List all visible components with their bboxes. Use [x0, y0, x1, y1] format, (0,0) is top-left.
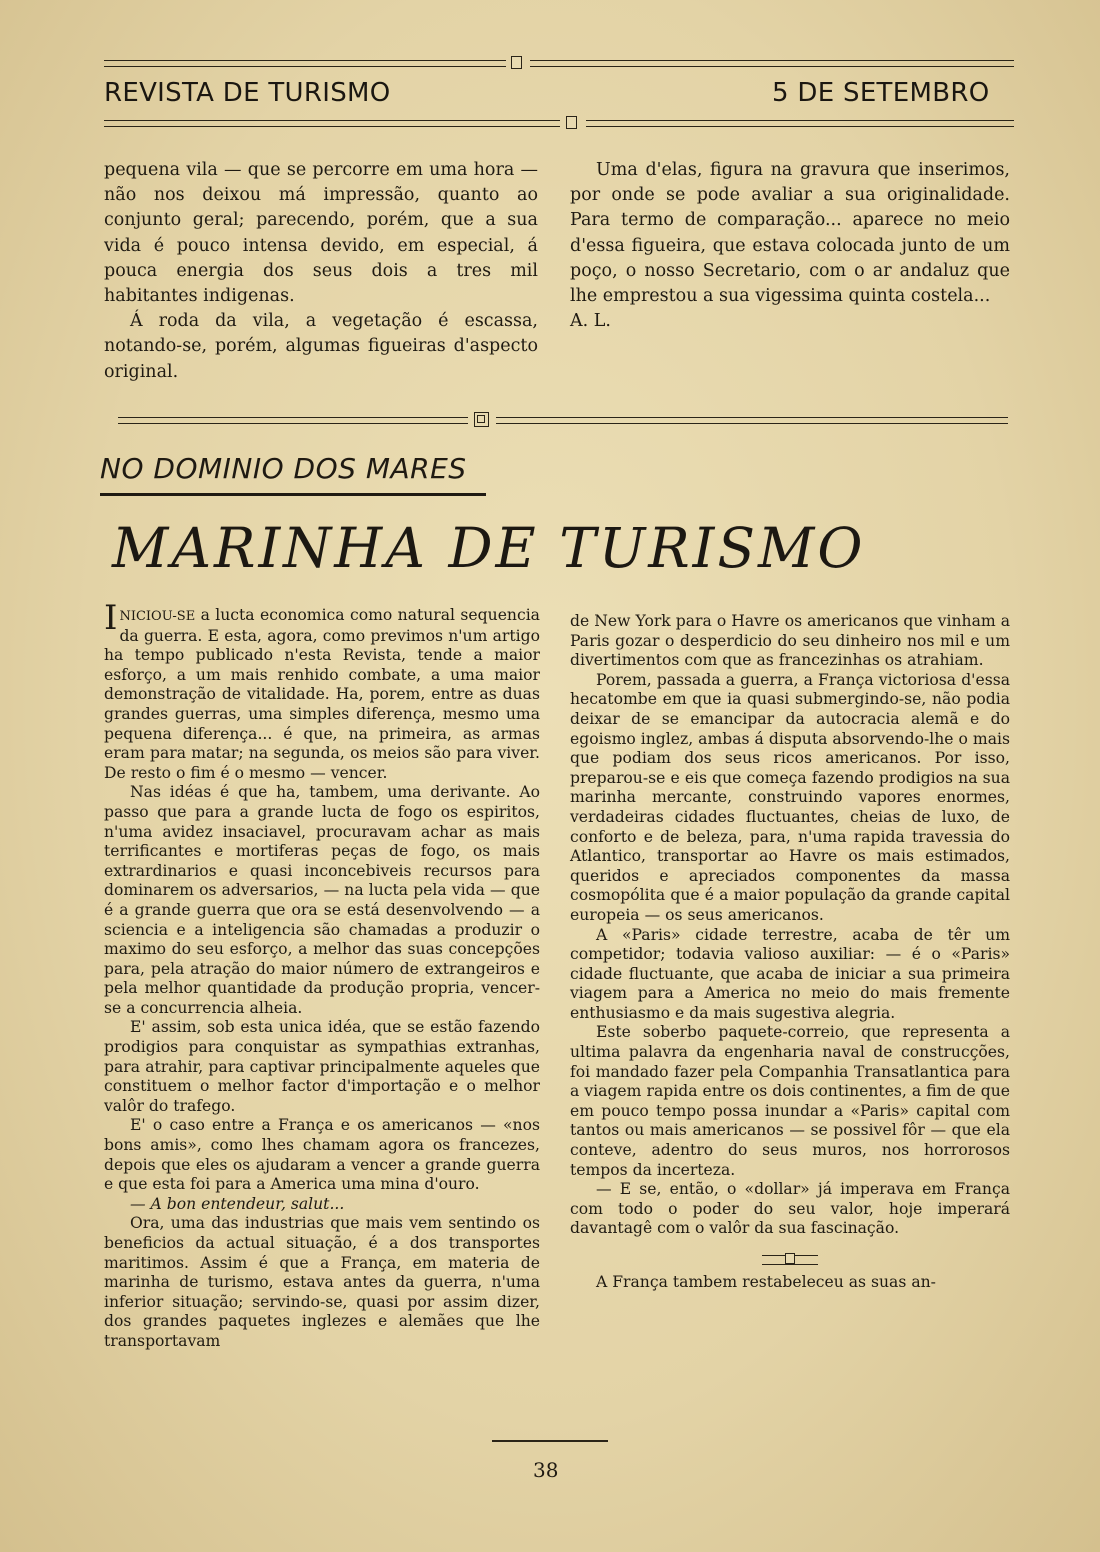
author-signature: A. L. — [570, 311, 611, 332]
article-right-column — [570, 612, 1010, 1293]
paragraph-text: a lucta economica como natural sequencia da guerra. E esta, agora, como previmos n'um artigo ha tempo publicado n'esta Revista, tende a maior esforço, a um mais renhido combate, a uma maior demonstração de vitalidade. Ha, porem, entre as duas grandes guerras, uma simples diferença, mesmo uma pequena diferença... é que, na primeira, as armas eram para matar; na segunda, os meios são para viver. De resto o fim é o mesmo — vencer. — [104, 606, 540, 782]
running-head-title: REVISTA DE TURISMO — [104, 78, 391, 108]
lead-in: NICIOU-SE — [119, 609, 196, 624]
paragraph: E' o caso entre a França e os americanos — «nos bons amis», como lhes chamam agora os francezes, depois que eles os ajudaram a vencer a grande guerra e que esta foi para a America uma mina d'ouro. — [104, 1116, 540, 1194]
quotation — [104, 1195, 540, 1215]
paragraph: pequena vila — que se percorre em uma hora — não nos deixou má impressão, quanto ao conjunto geral; parecendo, porém, que a sua vida é pouco intensa devido, em especial, á pouca energia dos seus dois a tres mil habitantes indigenas. — [104, 160, 538, 307]
paragraph: E' assim, sob esta unica idéa, que se estão fazendo prodigios para conquistar as sympathias extranhas, para atrahir, para captivar principalmente aqueles que constituem o melhor factor d'importação e o melhor valôr do trafego. — [104, 1018, 540, 1115]
header-top-ornament — [511, 56, 522, 69]
article-left-column — [104, 598, 540, 1352]
article-title: MARINHA DE TURISMO — [112, 516, 866, 580]
ornament-glyph — [762, 1255, 818, 1265]
paragraph: A «Paris» cidade terrestre, acaba de têr um competidor; todavia valioso auxiliar: — é o «Paris» cidade fluctuante, que acaba de iniciar a sua primeira viagem para a America no meio do mais fremente enthusiasmo e da mais sugestiva alegria. — [570, 925, 1010, 1022]
header-top-rule-right — [530, 60, 1014, 67]
paragraph: — E se, então, o «dollar» já imperava em França com todo o poder do seu valor, hoje imperará davantagê com o valôr da sua fascinação. — [570, 1180, 1010, 1238]
top-left-column — [104, 158, 538, 385]
paragraph-ornament — [570, 1251, 1010, 1263]
header-top-rule-left — [104, 60, 506, 67]
paragraph: de New York para o Havre os americanos que vinham a Paris gozar o desperdicio do seu dinheiro nos mil e um divertimentos com que as francezinhas os atrahiam. — [570, 612, 1010, 670]
section-divider-right — [496, 417, 1008, 424]
paragraph: Porem, passada a guerra, a França victoriosa d'essa hecatombe em que ia quasi submergindo-se, não podia deixar de se emancipar da autocracia alemã e do egoismo inglez, ambas á disputa absorvendo-lhe o mais que podiam dos seus ricos americanos. Por isso, preparou-se e eis que começa fazendo prodigios na sua marinha mercante, construindo vapores enormes, verdadeiras cidades fluctuantes, cheias de luxo, de conforto e de beleza, para, n'uma rapida travessia do Atlantico, transportar ao Havre os mais estimados, queridos e apreciados componentes da massa cosmopólita que é a maior população da grande capital europeia — os seus americanos. — [570, 670, 1010, 924]
running-head-date: 5 DE SETEMBRO — [772, 78, 990, 108]
quotation-text: — A bon entendeur, salut... — [130, 1194, 345, 1213]
page-number: 38 — [533, 1458, 559, 1482]
paragraph: Este soberbo paquete-correio, que representa a ultima palavra da engenharia naval de construcções, foi mandado fazer pela Companhia Transatlantica para a viagem rapida entre os dois continentes, a fim de que em pouco tempo possa inundar a «Paris» capital com tantos ou mais americanos — se possivel fôr — que ela conteve, adentro do seus muros, nos horrorosos tempos da incerteza. — [570, 1023, 1010, 1179]
paragraph — [104, 598, 540, 783]
header-bottom-ornament — [566, 116, 577, 129]
footer-rule — [492, 1440, 608, 1442]
header-bottom-rule-right — [586, 120, 1014, 127]
paragraph: Nas idéas é que ha, tambem, uma derivante. Ao passo que para a grande lucta de fogo os espiritos, n'uma avidez insaciavel, procuravam achar as mais terrificantes e mortiferas peças de fogo, os mais extrardinarios e quasi inconcebiveis recursos para dominarem os adversarios, — na lucta pela vida — que é a grande guerra que ora se está desenvolvendo — a sciencia e a inteligencia são chamadas a produzir o maximo do seu esforço, a melhor das suas concepções para, pela atração do maior número de extrangeiros e pela melhor quantidade da produção propria, vencer-se a concurrencia alheia. — [104, 783, 540, 1017]
top-right-column — [570, 158, 1010, 334]
kicker-underline — [100, 493, 486, 496]
section-kicker: NO DOMINIO DOS MARES — [100, 452, 467, 485]
paragraph: Uma d'elas, figura na gravura que inserimos, por onde se pode avaliar a sua originalidade. Para termo de comparação... aparece no meio d'essa figueira, que estava colocada junto de um poço, o nosso Secretario, com o ar andaluz que lhe emprestou a sua vigessima quinta costela... — [570, 160, 1010, 307]
section-divider-left — [118, 417, 468, 424]
paragraph: Á roda da vila, a vegetação é escassa, notando-se, porém, algumas figueiras d'aspecto original. — [104, 311, 538, 382]
section-divider-ornament — [474, 412, 489, 427]
header-bottom-rule-left — [104, 120, 560, 127]
paragraph: A França tambem restabeleceu as suas an- — [596, 1273, 936, 1291]
drop-cap: I — [104, 598, 118, 638]
paragraph: Ora, uma das industrias que mais vem sentindo os beneficios da actual situação, é a dos transportes maritimos. Assim é que a França, em materia de marinha de turismo, estava antes da guerra, n'uma inferior situação; servindo-se, quasi por assim dizer, dos grandes paquetes inglezes e alemães que lhe transportavam — [104, 1214, 540, 1350]
